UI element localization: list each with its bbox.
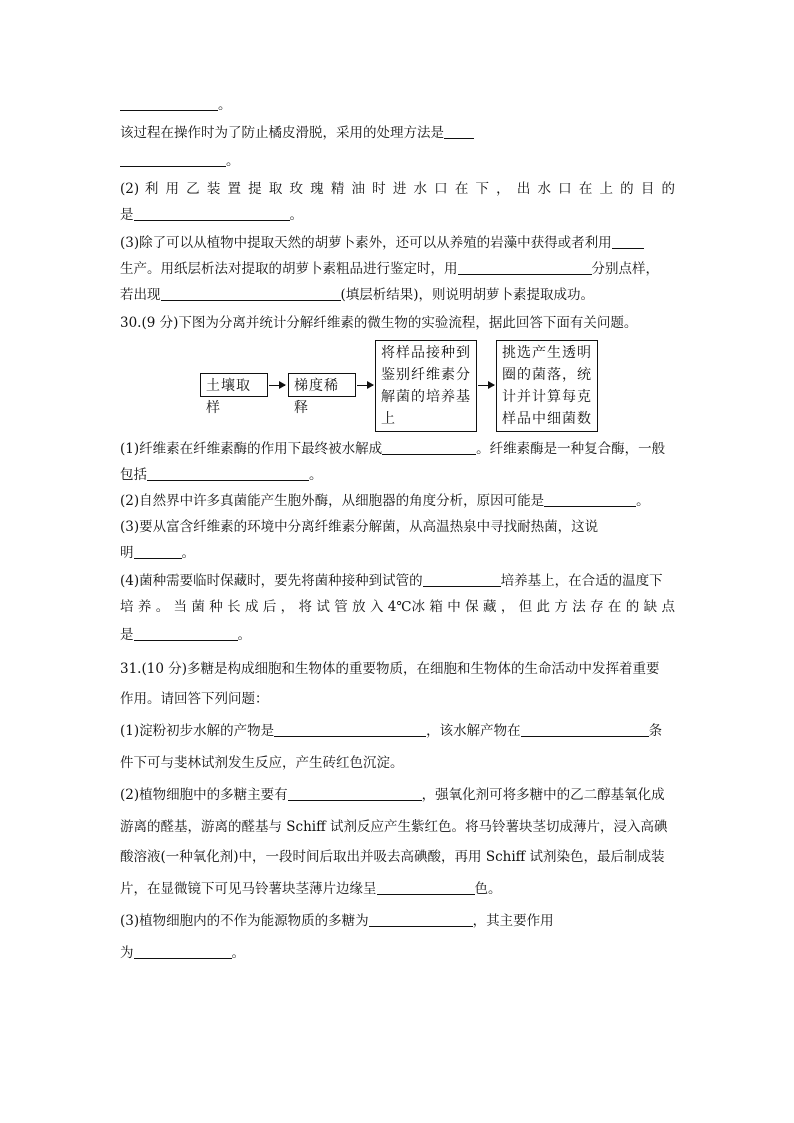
answer-blank <box>274 722 426 737</box>
text-line: 游离的醛基，游离的醛基与 Schiff 试剂反应产生紫红色。将马铃薯块茎切成薄片，浸入高碘 <box>120 819 668 835</box>
question-30-stem: 30.(9 分)下图为分离并统计分解纤维素的微生物的实验流程，据此回答下面有关问题。 <box>120 315 638 331</box>
answer-blank <box>612 234 644 249</box>
flow-step-inoculation: 将样品接种到 鉴别纤维素分 解菌的培养基 上 <box>375 340 477 432</box>
text-line: 生产。用纸层析法对提取的胡萝卜素粗品进行鉴定时，用 分别点样， <box>120 261 659 277</box>
flow-arrow-icon <box>269 385 285 386</box>
text-line: 培 养 。 当 菌 种 长 成 后 ， 将 试 管 放 入 4℃冰 箱 中 保 藏 ， 但 此 方 法 存 在 的 缺 点 <box>120 599 675 615</box>
text-line: (2)自然界中许多真菌能产生胞外酶，从细胞器的角度分析，原因可能是 。 <box>120 493 650 509</box>
flow-step-selection: 挑选产生透明 圈的菌落，统 计并计算每克 样品中细菌数 <box>496 340 598 432</box>
answer-blank <box>521 722 649 737</box>
answer-blank <box>120 152 226 167</box>
answer-blank <box>458 260 592 275</box>
answer-blank <box>444 124 474 139</box>
text-line: (3)植物细胞内的不作为能源物质的多糖为 ，其主要作用 <box>120 913 554 929</box>
answer-blank <box>147 466 309 481</box>
question-31-stem: 31.(10 分)多糖是构成细胞和生物体的重要物质，在细胞和生物体的生命活动中发挥着重要 <box>120 661 660 677</box>
text-line: (3)除了可以从植物中提取天然的胡萝卜素外，还可以从养殖的岩藻中获得或者利用 <box>120 234 644 252</box>
answer-blank <box>120 96 218 111</box>
text-line: 若出现 (填层析结果)，则说明胡萝卜素提取成功。 <box>120 287 595 303</box>
answer-blank <box>134 544 182 559</box>
text-line: 是 。 <box>120 627 251 643</box>
answer-blank <box>369 912 473 927</box>
flow-step-dilution: 梯度稀释 <box>288 373 356 397</box>
text-line: (1)淀粉初步水解的产物是 ，该水解产物在 条 <box>120 723 663 739</box>
text-line: 为 。 <box>120 945 245 961</box>
answer-blank <box>544 492 636 507</box>
answer-blank <box>377 880 475 895</box>
flow-arrow-icon <box>357 385 373 386</box>
answer-blank <box>134 206 290 221</box>
text-line: 酸溶液(一种氧化剂)中，一段时间后取出并吸去高碘酸，再用 Schiff 试剂染色，最后制成装 <box>120 849 665 865</box>
text-line: (2)植物细胞中的多糖主要有 ，强氧化剂可将多糖中的乙二醇基氧化成 <box>120 787 665 803</box>
text-line: 片，在显微镜下可见马铃薯块茎薄片边缘呈 色。 <box>120 881 502 897</box>
text-line: 件下可与斐林试剂发生反应，产生砖红色沉淀。 <box>120 755 404 771</box>
text-line: (1)纤维素在纤维素酶的作用下最终被水解成 。纤维素酶是一种复合酶，一般 <box>120 441 666 457</box>
flow-arrow-icon <box>478 385 494 386</box>
answer-blank <box>134 944 232 959</box>
experiment-flowchart <box>200 340 680 434</box>
text-line: 明 。 <box>120 545 195 561</box>
answer-blank <box>423 572 501 587</box>
text-line: 该过程在操作时为了防止橘皮滑脱，采用的处理方法是 <box>120 124 474 142</box>
text-line: 是 。 <box>120 207 303 223</box>
text-line: 。 <box>120 152 240 170</box>
answer-blank <box>382 440 476 455</box>
text-line: 。 <box>120 96 232 114</box>
answer-blank <box>288 786 422 801</box>
text-line: 作用。请回答下列问题： <box>120 691 269 707</box>
answer-blank <box>134 626 238 641</box>
text-line: (2) 利 用 乙 装 置 提 取 玫 瑰 精 油 时 进 水 口 在 下 ， 出 水 口 在 上 的 目 的 <box>120 181 675 197</box>
text-line: (3)要从富含纤维素的环境中分离纤维素分解菌，从高温热泉中寻找耐热菌，这说 <box>120 519 599 535</box>
text-line: 包括 。 <box>120 467 323 483</box>
text-line: (4)菌种需要临时保藏时，要先将菌种接种到试管的 培养基上，在合适的温度下 <box>120 573 663 589</box>
answer-blank <box>161 286 341 301</box>
flow-step-soil-sampling: 土壤取样 <box>200 373 268 397</box>
